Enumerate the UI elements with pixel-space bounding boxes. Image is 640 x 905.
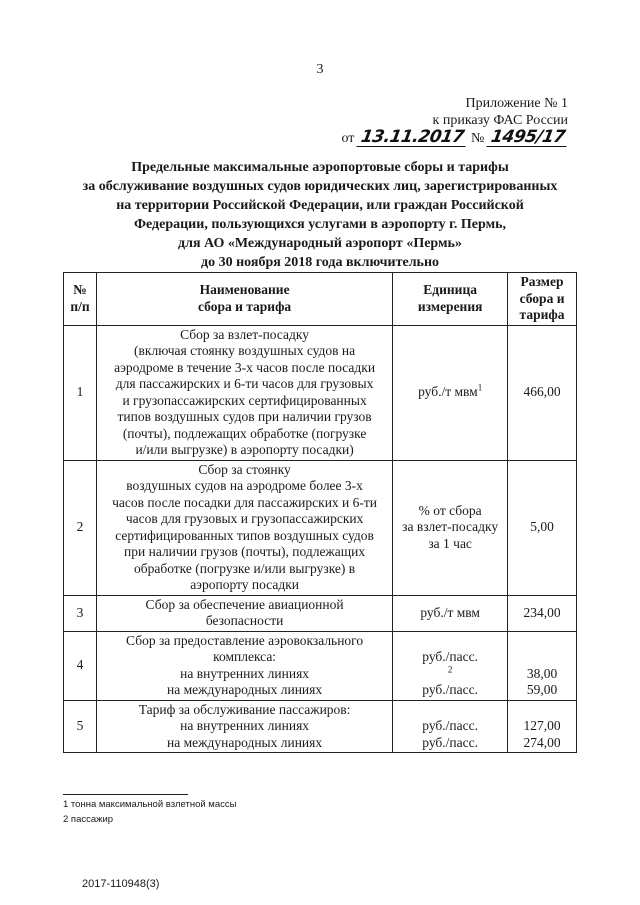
header-text: Наименование [199,282,290,298]
name-line: обработке (погрузке и/или выгрузке) в [133,560,356,576]
name-line: безопасности [205,613,284,628]
header-value [508,273,577,326]
name-line: (почты), подлежащих обработке (погрузке [122,425,367,441]
name-line: (включая стоянку воздушных судов на [134,343,356,358]
document-code: 2017-110948(3) [82,878,160,890]
order-date-number [308,129,568,147]
footnotes [63,797,236,827]
footnote-2: 2 пассажир [63,814,114,825]
row-unit: руб./т мвм [393,595,508,631]
row-name [96,700,392,753]
row-num: 4 [64,631,97,700]
value-line: 274,00 [523,734,561,750]
unit-text: руб./пасс. [422,649,478,664]
page-number: 3 [316,62,324,77]
name-line: Сбор за предоставление аэровокзального [126,632,364,648]
table-row [64,700,577,753]
row-name [96,631,392,700]
table-row [64,595,577,631]
unit-line [396,649,504,682]
header-text: № [73,282,87,298]
row-value [508,700,577,753]
appendix-title: Приложение № 1 [465,96,568,111]
row-unit [393,631,508,700]
row-value: 466,00 [508,325,577,460]
row-name [96,595,392,631]
row-num: 5 [64,700,97,753]
row-num: 1 [64,325,97,460]
header-name [96,273,392,326]
name-line: Сбор за взлет-посадку [180,326,310,342]
name-line: аэродроме в течение 3-х часов после посадки [114,359,376,375]
unit-text: руб./т мвм [418,384,478,400]
header-text: измерения [417,298,483,314]
footnote-divider [63,794,188,795]
name-line: и/или выгрузке) в аэропорту посадки) [135,442,354,457]
tariffs-table [63,272,577,753]
header-text: тарифа [519,307,565,322]
table-row [64,460,577,595]
value-line: 127,00 [523,718,561,733]
name-line: Сбор за обеспечение авиационной [145,596,344,612]
title-line: для АО «Международный аэропорт «Пермь» [178,236,462,251]
document-title [55,158,585,272]
header-text: сбора и [519,290,565,306]
unit-line: руб./пасс. [422,734,478,750]
name-line: комплекса: [213,649,277,664]
name-line: сертифицированных типов воздушных судов [115,527,374,543]
unit-line: за 1 час [428,535,472,551]
name-line: Тариф за обслуживание пассажиров: [138,701,351,717]
title-line: за обслуживание воздушных судов юридических лиц, зарегистрированных [82,179,558,194]
unit-line: за взлет-посадку [402,519,499,535]
name-line: при наличии грузов (почты), подлежащих [124,544,366,559]
appendix-order-ref: к приказу ФАС России [432,113,568,128]
handwritten-number: 1495/17 [487,129,570,147]
row-name [96,325,392,460]
title-line: Предельные максимальные аэропортовые сборы и тарифы [131,160,509,175]
title-line: на территории Российской Федерации, или граждан Российской [116,198,524,213]
footnote-1: 1 тонна максимальной взлетной массы [63,799,237,810]
name-line: на международных линиях [167,734,323,750]
from-label: от [341,131,355,146]
name-line: типов воздушных судов при наличии грузов [117,409,372,424]
row-value: 5,00 [508,460,577,595]
name-line: часов для грузовых и грузопассажирских [125,511,364,526]
row-num: 3 [64,595,97,631]
header-num [64,273,97,326]
name-line: на международных линиях [167,682,323,697]
value-line: 59,00 [526,682,558,697]
footnote-ref: 2 [447,664,453,674]
table-header-row [64,273,577,326]
unit-line: руб./пасс. [422,682,478,697]
title-line: Федерации, пользующихся услугами в аэропорту г. Пермь, [133,217,507,232]
row-value [508,631,577,700]
row-name [96,460,392,595]
appendix-block [308,95,568,147]
header-text: сбора и тарифа [197,298,292,314]
row-unit [393,700,508,753]
unit-line: руб./пасс. [422,718,478,733]
table-row [64,631,577,700]
header-unit [393,273,508,326]
row-num: 2 [64,460,97,595]
header-text: Единица [423,282,477,298]
name-line: часов после посадки для пассажирских и 6-ти [112,494,378,510]
row-unit [393,460,508,595]
title-line: до 30 ноября 2018 года включительно [200,255,440,270]
header-text: Размер [520,274,564,289]
name-line: аэропорту посадки [190,577,299,592]
row-unit [393,325,508,460]
unit-line: % от сбора [418,502,482,518]
name-line: на внутренних линиях [180,665,310,681]
name-line: воздушных судов на аэродроме более 3-х [126,478,363,493]
name-line: и грузопассажирских сертифицированных [122,392,367,408]
name-line: на внутренних линиях [180,718,310,733]
number-label: № [470,131,485,146]
name-line: для пассажирских и 6-ти часов для грузовых [115,376,374,391]
table-row [64,325,577,460]
row-value: 234,00 [508,595,577,631]
value-line: 38,00 [526,665,558,681]
handwritten-date: 13.11.2017 [357,129,469,147]
header-text: п/п [70,298,90,314]
footnote-ref: 1 [477,382,483,393]
name-line: Сбор за стоянку [198,461,291,477]
